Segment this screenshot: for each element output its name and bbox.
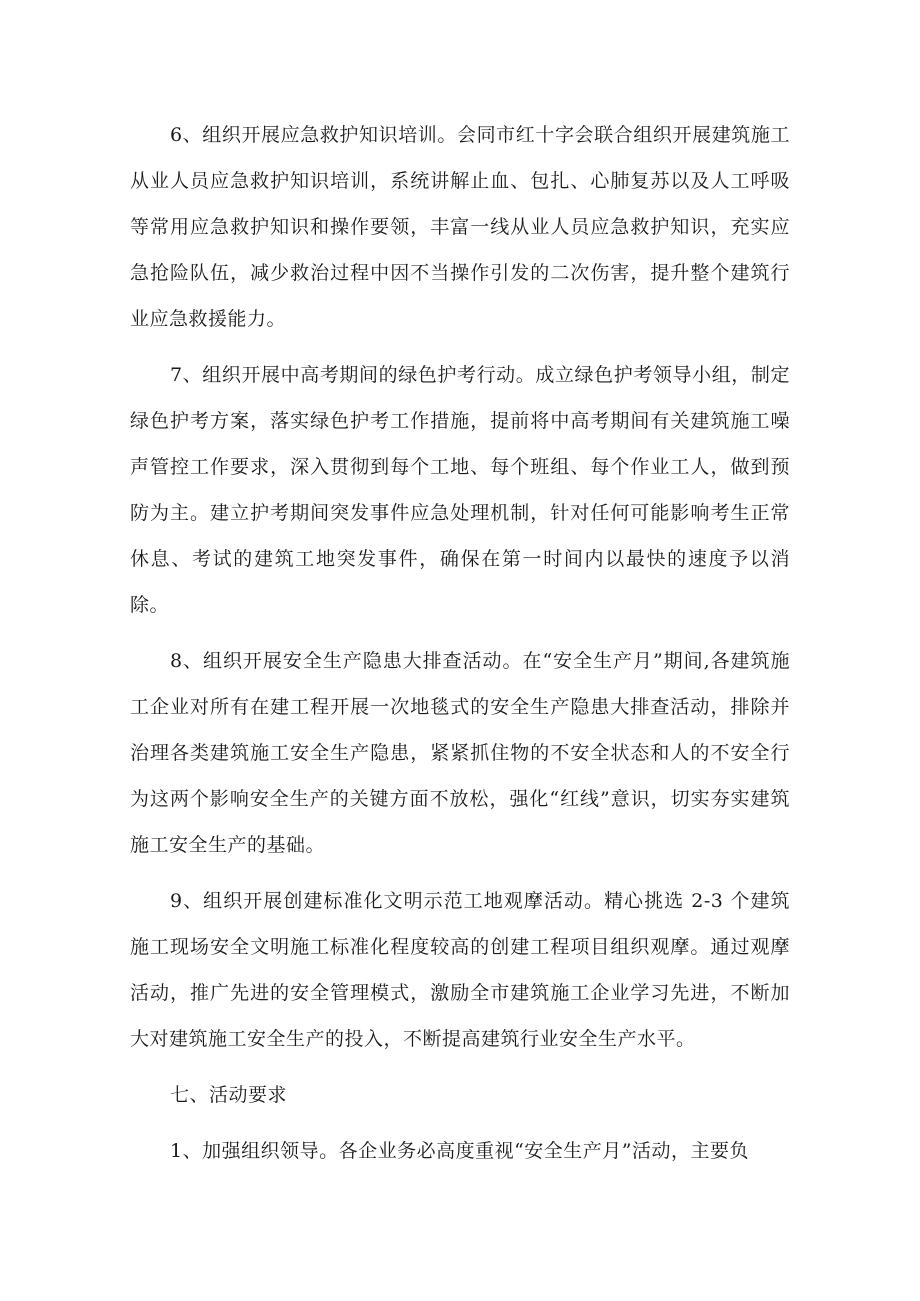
paragraph-item-9: 9、组织开展创建标准化文明示范工地观摩活动。精心挑选 2-3 个建筑施工现场安全文明施工标准化程度较高的创建工程项目组织观摩。通过观摩活动，推广先进的安全管理模式，激励全市建筑施工企业学习先进，不断加大对建筑施工安全生产的投入，不断提高建筑行业安全生产水平。 [130,890,790,1050]
section-heading: 七、活动要求 [170,1084,288,1106]
paragraph-item-requirements-1: 1、加强组织领导。各企业务必高度重视“安全生产月”活动，主要负 [170,1140,750,1162]
paragraph-item-7: 7、组织开展中高考期间的绿色护考行动。成立绿色护考领导小组，制定绿色护考方案，落实绿色护考工作措施，提前将中高考期间有关建筑施工噪声管控工作要求，深入贯彻到每个工地、每个班组、每个作业工人，做到预防为主。建立护考期间突发事件应急处理机制，针对任何可能影响考生正常休息、考试的建筑工地突发事件，确保在第一时间内以最快的速度予以消除。 [130,364,790,616]
paragraph-item-8: 8、组织开展安全生产隐患大排查活动。在“安全生产月”期间,各建筑施工企业对所有在建工程开展一次地毯式的安全生产隐患大排查活动，排除并治理各类建筑施工安全生产隐患，紧紧抓住物的不安全状态和人的不安全行为这两个影响安全生产的关键方面不放松，强化“红线”意识，切实夯实建筑施工安全生产的基础。 [130,650,790,856]
paragraph-item-6: 6、组织开展应急救护知识培训。会同市红十字会联合组织开展建筑施工从业人员应急救护知识培训，系统讲解止血、包扎、心肺复苏以及人工呼吸等常用应急救护知识和操作要领，丰富一线从业人员应急救护知识，充实应急抢险队伍，减少救治过程中因不当操作引发的二次伤害，提升整个建筑行业应急救援能力。 [130,124,790,330]
